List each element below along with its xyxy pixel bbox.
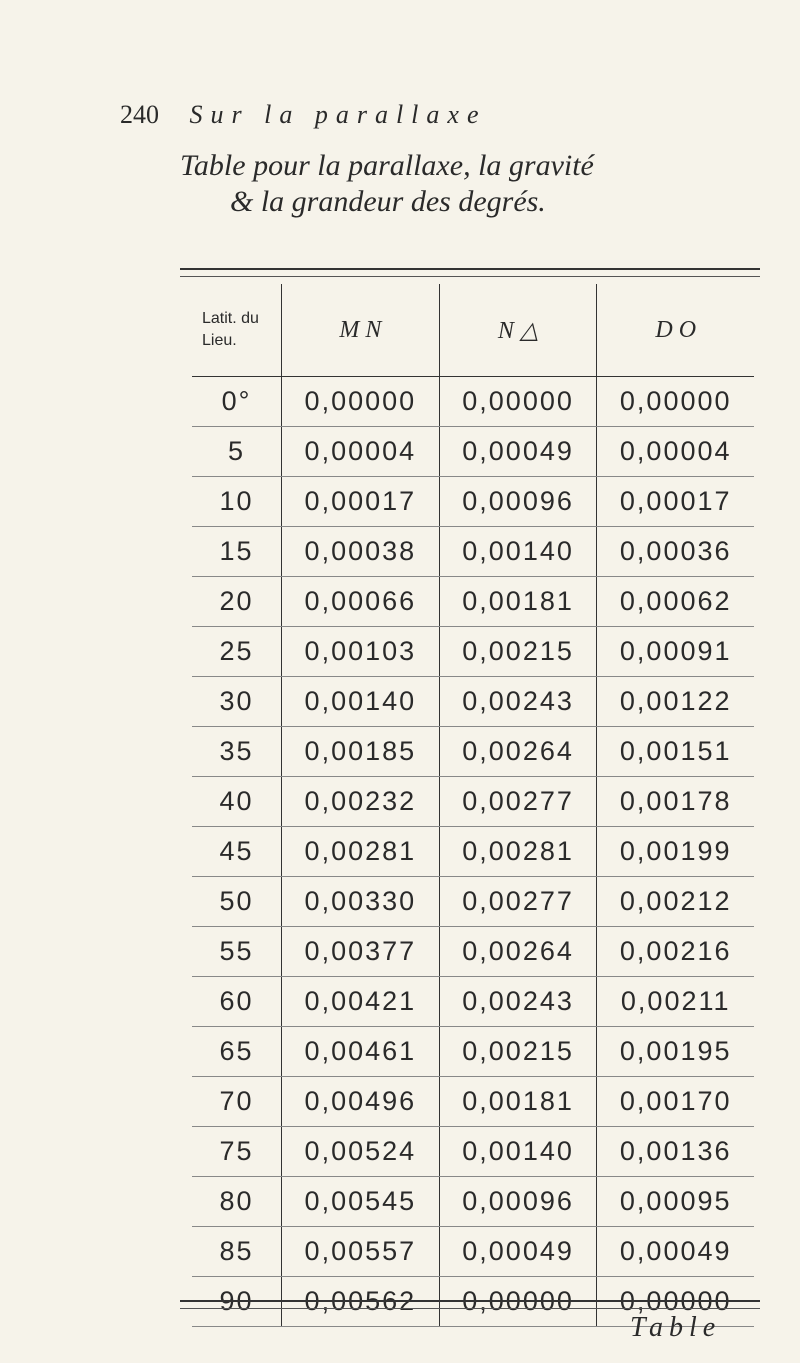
value-cell: 0,00000: [439, 377, 597, 427]
value-cell: 0,00049: [439, 427, 597, 477]
value-cell: 0,00136: [597, 1127, 754, 1177]
value-cell: 0,00243: [439, 677, 597, 727]
table-row: [192, 677, 754, 727]
value-cell: 0,00215: [439, 1027, 597, 1077]
value-cell: 0,00461: [282, 1027, 440, 1077]
value-cell: 0,00524: [282, 1127, 440, 1177]
table-row: [192, 527, 754, 577]
column-header: M N: [282, 284, 440, 377]
latitude-cell: 85: [192, 1227, 282, 1277]
parallax-table: [192, 284, 754, 1327]
value-cell: 0,00140: [282, 677, 440, 727]
value-cell: 0,00000: [597, 1277, 754, 1327]
value-cell: 0,00049: [439, 1227, 597, 1277]
value-cell: 0,00185: [282, 727, 440, 777]
latitude-cell: 90: [192, 1277, 282, 1327]
value-cell: 0,00421: [282, 977, 440, 1027]
value-cell: 0,00036: [597, 527, 754, 577]
latitude-cell: 80: [192, 1177, 282, 1227]
value-cell: 0,00181: [439, 1077, 597, 1127]
latitude-cell: 40: [192, 777, 282, 827]
value-cell: 0,00004: [597, 427, 754, 477]
latitude-cell: 20: [192, 577, 282, 627]
table-header-row: [192, 284, 754, 377]
latitude-cell: 60: [192, 977, 282, 1027]
value-cell: 0,00096: [439, 1177, 597, 1227]
value-cell: 0,00264: [439, 727, 597, 777]
value-cell: 0,00212: [597, 877, 754, 927]
value-cell: 0,00096: [439, 477, 597, 527]
catchword: Table: [630, 1312, 722, 1343]
page-number: 240: [120, 100, 159, 129]
table-row: [192, 727, 754, 777]
value-cell: 0,00178: [597, 777, 754, 827]
value-cell: 0,00017: [597, 477, 754, 527]
table-row: [192, 927, 754, 977]
title-line-2: & la grandeur des degrés.: [230, 185, 546, 218]
value-cell: 0,00199: [597, 827, 754, 877]
value-cell: 0,00243: [439, 977, 597, 1027]
table-row: [192, 777, 754, 827]
value-cell: 0,00122: [597, 677, 754, 727]
latitude-cell: 70: [192, 1077, 282, 1127]
latitude-cell: 55: [192, 927, 282, 977]
table-row: [192, 427, 754, 477]
table-row: [192, 627, 754, 677]
column-header: N △: [439, 284, 597, 377]
value-cell: 0,00181: [439, 577, 597, 627]
latitude-cell: 5: [192, 427, 282, 477]
title-line-1: Table pour la parallaxe, la gravité: [180, 149, 594, 182]
value-cell: 0,00232: [282, 777, 440, 827]
value-cell: 0,00049: [597, 1227, 754, 1277]
value-cell: 0,00562: [282, 1277, 440, 1327]
value-cell: 0,00038: [282, 527, 440, 577]
latitude-cell: 15: [192, 527, 282, 577]
value-cell: 0,00062: [597, 577, 754, 627]
table-row: [192, 827, 754, 877]
value-cell: 0,00496: [282, 1077, 440, 1127]
column-header: D O: [597, 284, 754, 377]
latitude-cell: 45: [192, 827, 282, 877]
value-cell: 0,00277: [439, 877, 597, 927]
value-cell: 0,00211: [597, 977, 754, 1027]
latitude-cell: 35: [192, 727, 282, 777]
table-row: [192, 1027, 754, 1077]
table-row: [192, 1127, 754, 1177]
table-row: [192, 977, 754, 1027]
latitude-cell: 10: [192, 477, 282, 527]
latitude-cell: 0°: [192, 377, 282, 427]
table-title: [180, 148, 760, 220]
value-cell: 0,00095: [597, 1177, 754, 1227]
value-cell: 0,00140: [439, 527, 597, 577]
table-bottom-rule: [180, 1300, 760, 1309]
value-cell: 0,00000: [439, 1277, 597, 1327]
running-header: [120, 100, 487, 130]
value-cell: 0,00091: [597, 627, 754, 677]
value-cell: 0,00000: [597, 377, 754, 427]
table-row: [192, 577, 754, 627]
latitude-cell: 25: [192, 627, 282, 677]
value-cell: 0,00170: [597, 1077, 754, 1127]
value-cell: 0,00151: [597, 727, 754, 777]
value-cell: 0,00103: [282, 627, 440, 677]
value-cell: 0,00140: [439, 1127, 597, 1177]
value-cell: 0,00216: [597, 927, 754, 977]
value-cell: 0,00066: [282, 577, 440, 627]
value-cell: 0,00377: [282, 927, 440, 977]
value-cell: 0,00215: [439, 627, 597, 677]
value-cell: 0,00000: [282, 377, 440, 427]
running-title: Sur la parallaxe: [189, 100, 487, 129]
value-cell: 0,00545: [282, 1177, 440, 1227]
table-row: [192, 877, 754, 927]
value-cell: 0,00281: [439, 827, 597, 877]
value-cell: 0,00557: [282, 1227, 440, 1277]
latitude-cell: 75: [192, 1127, 282, 1177]
latitude-cell: 65: [192, 1027, 282, 1077]
value-cell: 0,00281: [282, 827, 440, 877]
table-row: [192, 1177, 754, 1227]
table-row: [192, 1077, 754, 1127]
table-row: [192, 477, 754, 527]
table-row: [192, 1227, 754, 1277]
table-top-rule: [180, 268, 760, 277]
value-cell: 0,00195: [597, 1027, 754, 1077]
value-cell: 0,00017: [282, 477, 440, 527]
latitude-cell: 30: [192, 677, 282, 727]
value-cell: 0,00264: [439, 927, 597, 977]
value-cell: 0,00004: [282, 427, 440, 477]
column-header: Latit. du Lieu.: [192, 284, 282, 377]
value-cell: 0,00277: [439, 777, 597, 827]
latitude-cell: 50: [192, 877, 282, 927]
value-cell: 0,00330: [282, 877, 440, 927]
table-row: [192, 377, 754, 427]
